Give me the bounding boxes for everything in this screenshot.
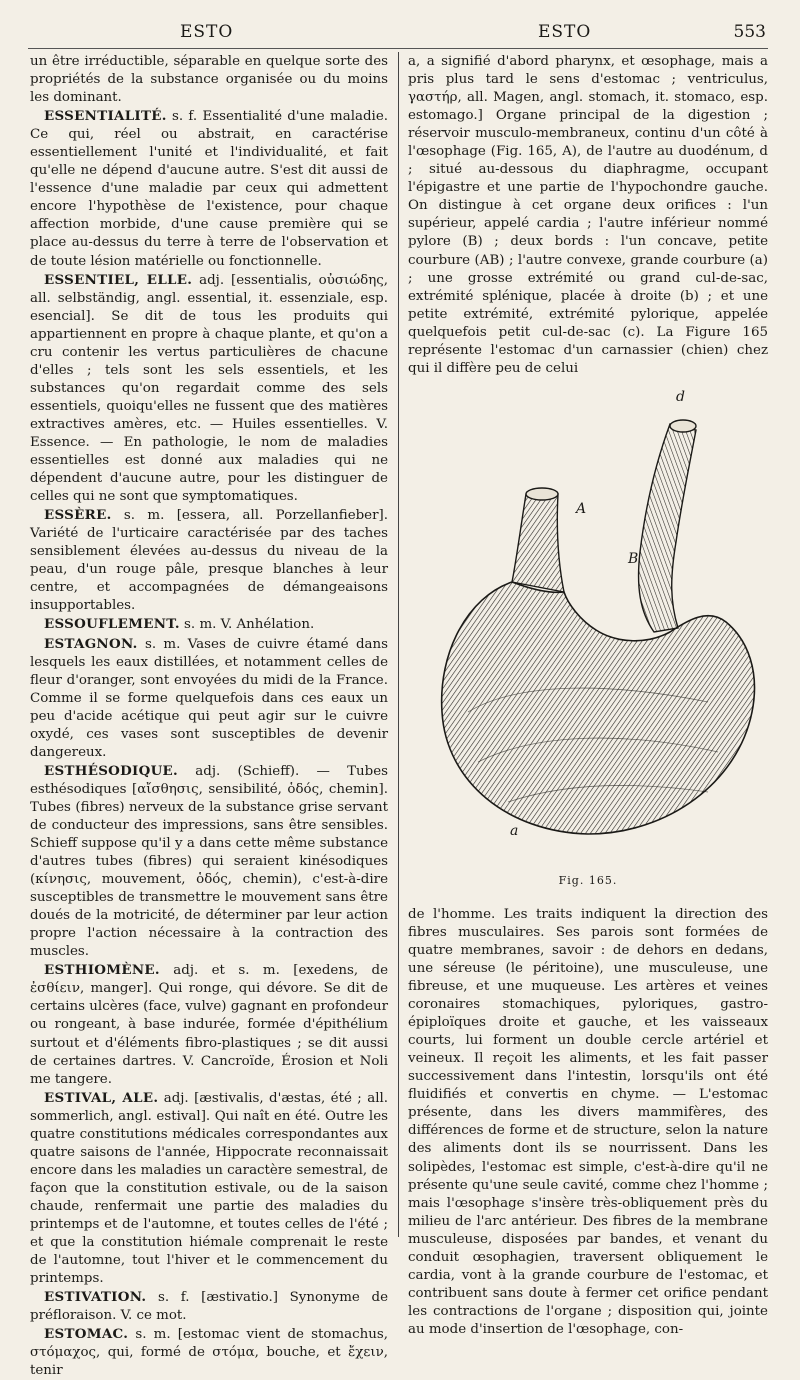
- entry-essentiel: [30, 271, 388, 507]
- header-right-title: ESTO: [538, 22, 592, 42]
- definition: s. m. V. Anhélation.: [179, 617, 315, 633]
- entry-essentialite: [30, 107, 388, 270]
- right-column: [408, 53, 768, 1339]
- stomach-illustration: [408, 382, 768, 902]
- stomach-body: [442, 582, 755, 834]
- definition: s. m. Vases de cuivre étamé dans lesquels les eaux distillées, et notamment celles de fleur d'oranger, sont envoyées du midi de la France. Comme il se forme quelquefois dans ces eaux un peu d'acide acétique qui peut agir sur le cuivre oxydé, ces vases sont susceptibles de devenir dangereux.: [30, 636, 388, 760]
- entry-esthiomene: [30, 961, 388, 1088]
- stomach-figure: [408, 382, 768, 902]
- entry-estagnon: [30, 635, 388, 762]
- headword: ESTHIOMÈNE.: [44, 962, 160, 979]
- estomac-continuation-bottom: de l'homme. Les traits indiquent la direction des fibres musculaires. Ses parois sont formées de quatre membranes, savoir : de dehors en dedans, une séreuse (le péritoine), une musculeuse, une fibreuse, et une muqueuse. Les artères et veines coronaires stomachiques, pyloriques, gastro-épiploïques droite et gauche, et les vaisseaux courts, lui forment un double cercle artériel et veineux. Il reçoit les aliments, et les fait passer successivement dans l'intestin, lorsqu'ils ont été fluidifiés et convertis en chyme. — L'estomac présente, dans les divers mammifères, des différences de forme et de structure, selon la nature des aliments dont ils se nourrissent. Dans les solipèdes, l'estomac est simple, c'est-à-dire qu'il ne présente qu'une seule cavité, comme chez l'homme ; mais l'œsophage s'insère très-obliquement près du milieu de l'arc antérieur. Des fibres de la membrane musculeuse, disposées par bandes, et venant du conduit œsophagien, traversent obliquement le cardia, vont à la grande courbure de l'estomac, et contribuent sans doute à fermer cet orifice pendant les contractions de l'organe ; disposition qui, jointe au mode d'insertion de l'œsophage, con-: [408, 906, 768, 1337]
- definition: s. f. Essentialité d'une maladie. Ce qui, réel ou abstrait, en caractérise essentiellement l'unité et l'individualité, et fait qu'elle ne dépend d'aucune autre. S'est dit aussi de l'essence d'une maladie par ceux qui admettent encore l'hypothèse de l'existence, pour chaque affection morbide, d'une cause première qui se place au-dessus du terre à terre de l'observation et de toute lésion matérielle ou fonctionnelle.: [30, 109, 388, 269]
- definition: s. m. [essera, all. Porzellanfieber]. Variété de l'urticaire caractérisée par des taches sensiblement élevées au-dessus du niveau de la peau, d'un rouge pâle, presque blanches à leur centre, et accompagnées de démangeaisons insupportables.: [30, 508, 388, 614]
- figure-label-A: A: [576, 500, 587, 517]
- definition: adj. (Schieff). — Tubes esthésodiques [αἴσθησις, sensibilité, ὁδός, chemin]. Tubes (fibres) nerveux de la substance grise servant de conducteur des impressions, sans être sensibles. Schieff suppose qu'il y a dans cette même substance d'autres tubes (fibres) qui seraient kinésodiques (κίνησις, mouvement, ὁδός, chemin), c'est-à-dire susceptibles de transmettre le mouvement sans être doués de la motricité, de déterminer par leur action propre l'action nécessaire à la contraction des muscles.: [30, 763, 388, 960]
- entry-essouflement: [30, 615, 388, 634]
- headword: ESSENTIALITÉ.: [44, 108, 167, 125]
- headword: ESTIVAL, ALE.: [44, 1089, 159, 1106]
- figure-label-d: d: [676, 388, 685, 405]
- definition: adj. et s. m. [exedens, de ἐσθίειν, manger]. Qui ronge, qui dévore. Se dit de certains ulcères (face, vulve) gagnant en profondeur ou rongeant, à base indurée, formée d'épithélium surtout et d'éléments fibro-plastiques ; se dit aussi de certaines dartres. V. Cancroïde, Érosion et Noli me tangere.: [30, 963, 388, 1087]
- figure-label-B: B: [628, 550, 639, 567]
- duodenum-opening: [670, 420, 696, 432]
- cardia-opening: [526, 488, 558, 500]
- figure-label-a: a: [510, 822, 519, 839]
- headword: ESTIVATION.: [44, 1289, 147, 1306]
- entry-estival: [30, 1089, 388, 1289]
- entry-estomac: [30, 1325, 388, 1380]
- headword: ESSÈRE.: [44, 507, 112, 524]
- headword: ESSENTIEL, ELLE.: [44, 271, 193, 288]
- left-column: [30, 53, 388, 1380]
- definition: adj. [essentialis, οὐσιώδης, all. selbständig, angl. essential, it. essenziale, esp. esencial]. Se dit de tous les produits qui appartiennent en propre à chaque plante, et qu'on a cru contenir les vertus particulières de chacune d'elles ; tels sont les sels essentiels, et les substances qu'on regardait comme des sels essentiels, quoiqu'elles ne fussent que des matières extractives amères, etc. — Huiles essentielles. V. Essence. — En pathologie, le nom de maladies essentielles est donné aux maladies qui ne dépendent d'aucune autre, pour les distinguer de celles qui ne sont que symptomatiques.: [30, 272, 388, 505]
- headword: ESSOUFLEMENT.: [44, 616, 180, 633]
- entry-essere: [30, 506, 388, 615]
- entry-continuation: un être irréductible, séparable en quelque sorte des propriétés de la substance organisée ou du moins les dominant.: [30, 54, 388, 106]
- header-left-title: ESTO: [180, 22, 234, 42]
- definition: s. m. [estomac vient de stomachus, στόμαχος, qui, formé de στόμα, bouche, et ἔχειν, tenir: [30, 1327, 388, 1379]
- headword: ESTAGNON.: [44, 635, 138, 652]
- header-rule: [28, 48, 768, 49]
- definition: adj. [æstivalis, d'æstas, été ; all. sommerlich, angl. estival]. Qui naît en été. Outre les quatre constitutions médicales correspondantes aux quatre saisons de l'année, Hippocrate reconnaissait encore dans les maladies un caractère semestral, de façon que la constitution estivale, ou de la saison chaude, renfermait une partie des maladies du printemps et de l'automne, et toutes celles de l'été ; et que la constitution hiémale comprenait le reste de l'automne, tout l'hiver et le commencement du printemps.: [30, 1090, 389, 1287]
- oesophagus: [512, 494, 564, 592]
- definition: s. f. [æstivatio.] Synonyme de préfloraison. V. ce mot.: [30, 1290, 388, 1324]
- entry-estivation: [30, 1288, 388, 1325]
- headword: ESTOMAC.: [44, 1326, 129, 1343]
- entry-esthesodique: [30, 762, 388, 962]
- duodenum: [639, 424, 696, 632]
- estomac-continuation-top: a, a signifié d'abord pharynx, et œsophage, mais a pris plus tard le sens d'estomac ; ventriculus, γαστήρ, all. Magen, angl. stomach, it. stomaco, esp. estomago.] Organe principal de la digestion ; réservoir musculo-membraneux, continu d'un côté à l'œsophage (Fig. 165, A), de l'autre au duodénum, d ; situé au-dessous du diaphragme, occupant l'épigastre et une partie de l'hypochondre gauche. On distingue à cet organe deux orifices : l'un supérieur, appelé cardia ; l'autre inférieur nommé pylore (B) ; deux bords : l'un concave, petite courbure (AB) ; l'autre convexe, grande courbure (a) ; une grosse extrémité ou grand cul-de-sac, extrémité splénique, placée à droite (b) ; et une petite extrémité, extrémité pylorique, appelée quelquefois petit cul-de-sac (c). La Figure 165 représente l'estomac d'un carnassier (chien) chez qui il diffère peu de celui: [408, 54, 768, 376]
- page-number: 553: [733, 22, 766, 42]
- column-divider: [398, 52, 399, 1237]
- figure-caption: Fig. 165.: [558, 873, 618, 887]
- headword: ESTHÉSODIQUE.: [44, 762, 179, 779]
